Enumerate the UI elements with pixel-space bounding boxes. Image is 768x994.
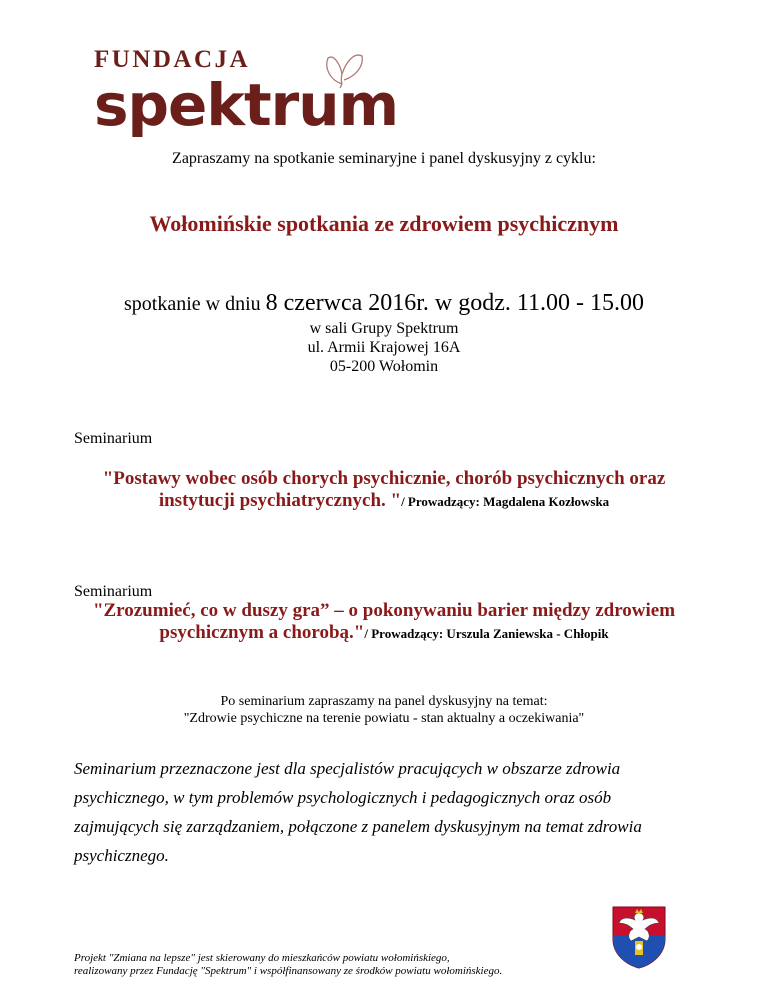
invitation-text: Zapraszamy na spotkanie seminaryjne i panel dyskusyjny z cyklu: [172, 150, 596, 167]
seminar-1-title-line-1: "Postawy wobec osób chorych psychicznie, chorób psychicznych oraz [102, 468, 666, 489]
description-line-4: psychicznego. [74, 846, 169, 865]
meeting-date-line [0, 290, 768, 317]
event-title: Wołomińskie spotkania ze zdrowiem psychicznym [149, 211, 619, 236]
description-line-2: psychicznego, w tym problemów psychologicznych i pedagogicznych oraz osób [74, 788, 612, 807]
butterfly-icon [320, 50, 366, 90]
seminar-2-title-line-1: "Zrozumieć, co w duszy gra” – o pokonywaniu barier między zdrowiem [92, 600, 676, 621]
logo-spektrum-text: spektrum [94, 71, 399, 139]
seminar-2-title-line-2 [70, 622, 698, 645]
logo-fundacja-text: FUNDACJA [94, 46, 251, 73]
seminar-1-label: Seminarium [74, 430, 153, 447]
seminar-2-lead: / Prowadzący: Urszula Zaniewska - Chłopik [364, 626, 609, 641]
address-line-3: 05-200 Wołomin [329, 358, 439, 375]
panel-line-1: Po seminarium zapraszamy na panel dyskusyjny na temat: [220, 694, 548, 709]
footer [74, 952, 502, 978]
seminar-1-title [70, 468, 698, 513]
description-line-3: zajmujących się zarządzaniem, połączone z panelem dyskusyjnym na temat zdrowia [74, 817, 642, 836]
foundation-logo [94, 46, 399, 139]
address-line-1: w sali Grupy Spektrum [309, 320, 459, 337]
meeting-date-time: 8 czerwca 2016r. w godz. 11.00 - 15.00 [265, 290, 644, 316]
seminar-1-title-line-2 [70, 490, 698, 513]
coat-of-arms-icon [611, 905, 667, 969]
description [74, 754, 694, 870]
seminar-1-lead: / Prowadzący: Magdalena Kozłowska [401, 494, 610, 509]
seminar-2-title-line-2-text: psychicznym a chorobą." [159, 622, 365, 643]
seminar-2-title [70, 600, 698, 645]
panel-topic: "Zdrowie psychiczne na terenie powiatu - stan aktualny a oczekiwania" [183, 711, 585, 726]
address-line-2: ul. Armii Krajowej 16A [307, 339, 461, 356]
seminar-2-label: Seminarium [74, 583, 153, 600]
description-line-1: Seminarium przeznaczone jest dla specjalistów pracujących w obszarze zdrowia [74, 759, 621, 778]
seminar-1-title-line-2-text: instytucji psychiatrycznych. " [158, 490, 402, 511]
footer-line-1: Projekt "Zmiana na lepsze" jest skierowany do mieszkańców powiatu wołomińskiego, [74, 952, 450, 964]
footer-line-2: realizowany przez Fundację "Spektrum" i współfinansowany ze środków powiatu wołomińskiego. [74, 965, 503, 977]
meeting-prefix: spotkanie w dniu [124, 293, 266, 315]
